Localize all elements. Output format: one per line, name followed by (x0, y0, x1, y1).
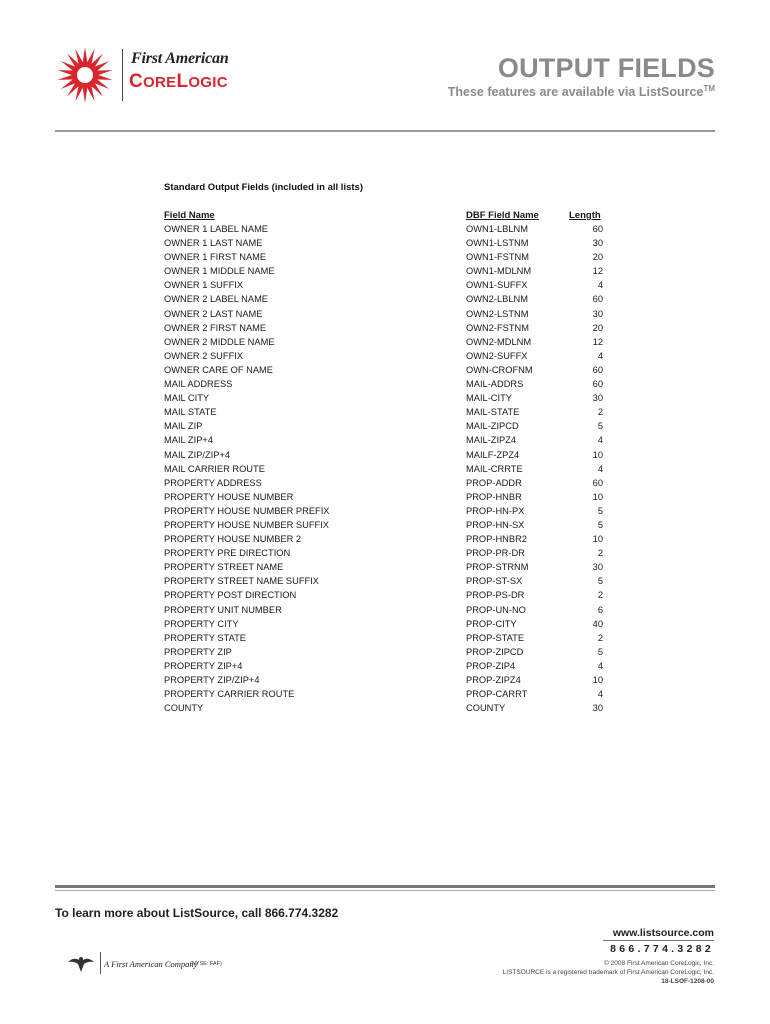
dbf-field-name-cell: PROP-ZIP4 (466, 660, 516, 671)
field-name-cell: OWNER 1 FIRST NAME (164, 252, 267, 263)
dbf-field-name-cell: MAIL-CITY (466, 393, 512, 404)
length-cell: 4 (597, 435, 603, 446)
dbf-field-name-cell: OWN1-SUFFX (466, 280, 528, 291)
dbf-field-name-cell: OWN1-LSTNM (466, 238, 529, 249)
field-name-cell: OWNER 1 LABEL NAME (164, 224, 269, 234)
field-name-cell: PROPERTY PRE DIRECTION (164, 548, 291, 559)
length-cell: 30 (592, 238, 603, 249)
dbf-field-name-cell: OWN2-LSTNM (466, 308, 529, 319)
length-cell: 30 (592, 703, 603, 714)
sunburst-icon (55, 45, 115, 105)
footer-logo-divider (100, 952, 101, 974)
dbf-field-name-cell: PROP-CARRT (466, 689, 528, 700)
dbf-field-name-cell: OWN1-MDLNM (466, 266, 532, 277)
field-name-cell: PROPERTY ZIP/ZIP+4 (164, 675, 260, 685)
column-header-field-name: Field Name (164, 210, 215, 221)
call-to-action: To learn more about ListSource, call 866.774.3282 (55, 906, 339, 920)
field-name-cell: MAIL ADDRESS (164, 379, 233, 390)
field-name-cell: OWNER 1 MIDDLE NAME (164, 266, 275, 277)
table-row (0, 365, 770, 379)
trademark-notice: LISTSOURCE is a registered trademark of First American CoreLogic, Inc. (502, 969, 714, 976)
length-cell: 20 (592, 322, 603, 333)
dbf-field-name-cell: MAILF-ZPZ4 (466, 449, 520, 460)
page-subtitle: These features are available via ListSource™ (447, 84, 715, 100)
length-cell: 10 (592, 675, 603, 685)
field-name-cell: OWNER 2 FIRST NAME (164, 322, 267, 333)
table-row (0, 407, 770, 421)
field-name-cell: PROPERTY ZIP+4 (164, 660, 243, 671)
table-row (0, 590, 770, 604)
table-row (0, 661, 770, 675)
parent-company: A First American Company (104, 959, 198, 969)
table-row (0, 478, 770, 492)
length-cell: 10 (592, 534, 603, 545)
table-row (0, 647, 770, 661)
length-cell: 40 (592, 618, 603, 629)
table-row (0, 294, 770, 308)
field-name-cell: OWNER 2 MIDDLE NAME (164, 336, 275, 347)
field-name-cell: MAIL ZIP/ZIP+4 (164, 449, 231, 460)
dbf-field-name-cell: MAIL-ZIPCD (466, 421, 519, 432)
length-cell: 5 (597, 421, 603, 432)
field-name-cell: OWNER 2 LABEL NAME (164, 294, 269, 305)
field-name-cell: OWNER 1 LAST NAME (164, 238, 263, 249)
field-name-cell: PROPERTY POST DIRECTION (164, 590, 297, 601)
dbf-field-name-cell: COUNTY (466, 703, 506, 714)
dbf-field-name-cell: PROP-CITY (466, 618, 517, 629)
table-row (0, 309, 770, 323)
dbf-field-name-cell: MAIL-ADDRS (466, 379, 524, 390)
dbf-field-name-cell: MAIL-ZIPZ4 (466, 435, 517, 446)
brand-line1: First American (131, 50, 229, 67)
phone-number: 866.774.3282 (610, 943, 714, 955)
table-row (0, 238, 770, 252)
dbf-field-name-cell: PROP-ST-SX (466, 576, 523, 587)
length-cell: 20 (592, 252, 603, 263)
footer-divider-thin (55, 890, 715, 891)
table-row (0, 393, 770, 407)
field-name-cell: PROPERTY ZIP (164, 646, 232, 657)
dbf-field-name-cell: PROP-ZIPZ4 (466, 675, 521, 685)
length-cell: 60 (592, 477, 603, 488)
table-row (0, 492, 770, 506)
corelogic-logo (55, 45, 255, 107)
dbf-field-name-cell: PROP-UN-NO (466, 604, 526, 615)
length-cell: 4 (597, 463, 603, 474)
table-row (0, 520, 770, 534)
length-cell: 12 (592, 266, 603, 277)
table-row (0, 224, 770, 238)
table-row (0, 619, 770, 633)
field-name-cell: PROPERTY CITY (164, 618, 239, 629)
table-row (0, 605, 770, 619)
dbf-field-name-cell: PROP-STATE (466, 632, 525, 643)
length-cell: 4 (597, 350, 603, 361)
field-name-cell: PROPERTY HOUSE NUMBER (164, 491, 294, 502)
page-title: OUTPUT FIELDS (497, 53, 715, 83)
length-cell: 4 (597, 689, 603, 700)
footer-divider (55, 885, 715, 888)
eagle-icon (66, 952, 96, 976)
field-name-cell: PROPERTY STREET NAME (164, 562, 284, 573)
column-header-length: Length (569, 210, 601, 221)
copyright-notice: © 2008 First American CoreLogic, Inc. (604, 960, 714, 967)
field-name-cell: COUNTY (164, 703, 204, 714)
table-row (0, 534, 770, 548)
length-cell: 5 (597, 519, 603, 530)
length-cell: 12 (592, 336, 603, 347)
length-cell: 10 (592, 491, 603, 502)
field-name-cell: MAIL ZIP (164, 421, 203, 432)
dbf-field-name-cell: OWN2-LBLNM (466, 294, 528, 305)
contact-divider (603, 940, 714, 941)
field-name-cell: MAIL ZIP+4 (164, 435, 213, 446)
dbf-field-name-cell: PROP-ADDR (466, 477, 522, 488)
length-cell: 30 (592, 308, 603, 319)
dbf-field-name-cell: OWN2-SUFFX (466, 350, 528, 361)
dbf-field-name-cell: PROP-HN-SX (466, 519, 525, 530)
dbf-field-name-cell: PROP-HNBR2 (466, 534, 527, 545)
length-cell: 6 (597, 604, 603, 615)
field-name-cell: PROPERTY HOUSE NUMBER 2 (164, 534, 302, 545)
dbf-field-name-cell: OWN-CROFNM (466, 364, 533, 375)
length-cell: 30 (592, 562, 603, 573)
length-cell: 2 (597, 632, 603, 643)
table-row (0, 689, 770, 703)
table-row (0, 252, 770, 266)
dbf-field-name-cell: PROP-STRNM (466, 562, 529, 573)
table-row (0, 675, 770, 689)
length-cell: 4 (597, 660, 603, 671)
field-name-cell: PROPERTY STATE (164, 632, 246, 643)
dbf-field-name-cell: OWN2-FSTNM (466, 322, 530, 333)
length-cell: 2 (597, 590, 603, 601)
field-name-cell: MAIL CARRIER ROUTE (164, 463, 265, 474)
field-name-cell: MAIL STATE (164, 407, 217, 418)
table-row (0, 280, 770, 294)
table-row (0, 379, 770, 393)
dbf-field-name-cell: MAIL-CRRTE (466, 463, 523, 474)
field-name-cell: PROPERTY HOUSE NUMBER SUFFIX (164, 519, 329, 530)
header-divider (55, 130, 715, 132)
length-cell: 5 (597, 646, 603, 657)
field-name-cell: PROPERTY HOUSE NUMBER PREFIX (164, 505, 330, 516)
field-name-cell: PROPERTY ADDRESS (164, 477, 262, 488)
length-cell: 4 (597, 280, 603, 291)
length-cell: 30 (592, 393, 603, 404)
dbf-field-name-cell: PROP-PS-DR (466, 590, 525, 601)
column-header-dbf-field-name: DBF Field Name (466, 210, 539, 221)
table-row (0, 450, 770, 464)
output-fields-table (0, 224, 770, 717)
logo-divider (122, 49, 123, 101)
table-row (0, 323, 770, 337)
dbf-field-name-cell: OWN1-LBLNM (466, 224, 528, 234)
length-cell: 5 (597, 505, 603, 516)
stock-ticker: (NYSE: FAF) (190, 961, 222, 967)
field-name-cell: PROPERTY CARRIER ROUTE (164, 689, 295, 700)
dbf-field-name-cell: PROP-HNBR (466, 491, 522, 502)
table-row (0, 266, 770, 280)
dbf-field-name-cell: OWN2-MDLNM (466, 336, 532, 347)
table-row (0, 633, 770, 647)
length-cell: 2 (597, 548, 603, 559)
length-cell: 10 (592, 449, 603, 460)
section-heading: Standard Output Fields (included in all lists) (164, 182, 363, 193)
length-cell: 60 (592, 364, 603, 375)
table-row (0, 421, 770, 435)
length-cell: 60 (592, 224, 603, 234)
website-link[interactable]: www.listsource.com (612, 927, 714, 939)
field-name-cell: PROPERTY UNIT NUMBER (164, 604, 282, 615)
table-row (0, 435, 770, 449)
field-name-cell: OWNER 1 SUFFIX (164, 280, 244, 291)
brand-line2: CORELOGIC (129, 71, 228, 92)
length-cell: 5 (597, 576, 603, 587)
length-cell: 2 (597, 407, 603, 418)
table-row (0, 351, 770, 365)
dbf-field-name-cell: PROP-PR-DR (466, 548, 525, 559)
dbf-field-name-cell: PROP-ZIPCD (466, 646, 524, 657)
field-name-cell: OWNER CARE OF NAME (164, 364, 273, 375)
dbf-field-name-cell: PROP-HN-PX (466, 505, 525, 516)
length-cell: 60 (592, 294, 603, 305)
dbf-field-name-cell: OWN1-FSTNM (466, 252, 530, 263)
field-name-cell: OWNER 2 SUFFIX (164, 350, 244, 361)
field-name-cell: OWNER 2 LAST NAME (164, 308, 263, 319)
table-row (0, 703, 770, 717)
field-name-cell: PROPERTY STREET NAME SUFFIX (164, 576, 319, 587)
table-row (0, 562, 770, 576)
dbf-field-name-cell: MAIL-STATE (466, 407, 520, 418)
table-row (0, 548, 770, 562)
table-row (0, 506, 770, 520)
document-code: 18-LSOF-1208-00 (661, 978, 714, 985)
length-cell: 60 (592, 379, 603, 390)
table-row (0, 576, 770, 590)
table-row (0, 464, 770, 478)
table-row (0, 337, 770, 351)
field-name-cell: MAIL CITY (164, 393, 210, 404)
